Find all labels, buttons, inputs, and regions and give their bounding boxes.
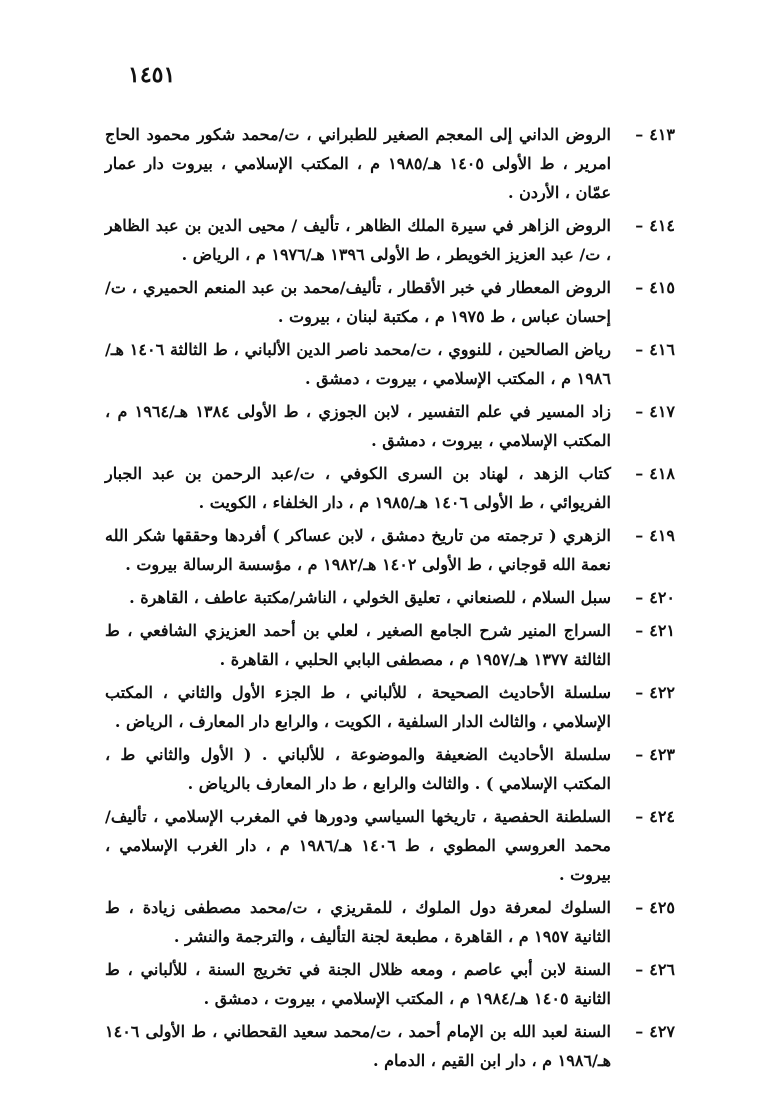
- bibliography-entry: [105, 893, 675, 951]
- entry-number: [611, 521, 675, 550]
- entry-number-value: ٤٢٦: [649, 960, 675, 979]
- entry-number: [611, 893, 675, 922]
- entry-number: [611, 740, 675, 769]
- entry-number-value: ٤١٦: [649, 340, 675, 359]
- entry-dash: –: [635, 588, 644, 607]
- entry-dash: –: [635, 340, 644, 359]
- entry-dash: –: [635, 898, 644, 917]
- entry-text: رياض الصالحين ، للنووي ، ت/محمد ناصر الدين الألباني ، ط الثالثة ١٤٠٦ هـ/ ١٩٨٦ م ، المكتب الإسلامي ، بيروت ، دمشق .: [105, 340, 611, 388]
- entry-number: [611, 616, 675, 645]
- entry-number-value: ٤١٥: [649, 278, 675, 297]
- entry-number-value: ٤٢٥: [649, 898, 675, 917]
- entry-text: الروض الزاهر في سيرة الملك الظاهر ، تأليف / محيى الدين بن عبد الظاهر ، ت/ عبد العزيز الخويطر ، ط الأولى ١٣٩٦ هـ/١٩٧٦ م ، الرياض .: [105, 216, 611, 264]
- entry-text: سبل السلام ، للصنعاني ، تعليق الخولي ، الناشر/مكتبة عاطف ، القاهرة .: [129, 588, 611, 607]
- entry-number: [611, 459, 675, 488]
- entry-dash: –: [635, 807, 644, 826]
- entry-number: [611, 397, 675, 426]
- bibliography-entry: [105, 1017, 675, 1075]
- entry-text: الروض المعطار في خبر الأقطار ، تأليف/محمد بن عبد المنعم الحميري ، ت/إحسان عباس ، ط ١٩٧٥ م ، مكتبة لبنان ، بيروت .: [105, 278, 611, 326]
- bibliography-entry: [105, 397, 675, 455]
- entry-text: السلطنة الحفصية ، تاريخها السياسي ودورها في المغرب الإسلامي ، تأليف/محمد العروسي المطوي ، ط ١٤٠٦ هـ/١٩٨٦ م ، دار الغرب الإسلامي ، بيروت .: [105, 807, 611, 884]
- entry-number-value: ٤١٨: [649, 464, 675, 483]
- bibliography-entry: [105, 583, 675, 612]
- bibliography-entry: [105, 273, 675, 331]
- bibliography-entry: [105, 740, 675, 798]
- entry-text: الزهري ( ترجمته من تاريخ دمشق ، لابن عساكر ) أفردها وحققها شكر الله نعمة الله قوجاني ، ط الأولى ١٤٠٢ هـ/١٩٨٢ م ، مؤسسة الرسالة بيروت .: [105, 526, 611, 574]
- entry-number: [611, 583, 675, 612]
- entry-number: [611, 273, 675, 302]
- entry-number-value: ٤١٩: [649, 526, 675, 545]
- entry-number-value: ٤١٧: [649, 402, 675, 421]
- bibliography-entry: [105, 459, 675, 517]
- bibliography-entry: [105, 211, 675, 269]
- entry-number: [611, 802, 675, 831]
- entry-number: [611, 211, 675, 240]
- entry-number-value: ٤٢١: [649, 621, 675, 640]
- entry-number: [611, 335, 675, 364]
- entry-text: الروض الداني إلى المعجم الصغير للطبراني ، ت/محمد شكور محمود الحاج امرير ، ط الأولى ١٤٠٥ هـ/١٩٨٥ م ، المكتب الإسلامي ، بيروت دار عمار عمّان ، الأردن .: [105, 125, 612, 202]
- entry-dash: –: [635, 278, 644, 297]
- entry-number-value: ٤١٣: [649, 125, 675, 144]
- entry-text: السنة لعبد الله بن الإمام أحمد ، ت/محمد سعيد القحطاني ، ط الأولى ١٤٠٦ هـ/١٩٨٦ م ، دار ابن القيم ، الدمام .: [105, 1022, 611, 1070]
- bibliography-entry: [105, 616, 675, 674]
- entry-number-value: ٤٢٢: [649, 683, 675, 702]
- entry-dash: –: [635, 216, 644, 235]
- entry-number-value: ٤٢٣: [649, 745, 675, 764]
- entry-text: سلسلة الأحاديث الضعيفة والموضوعة ، للألباني . ( الأول والثاني ط ، المكتب الإسلامي ) . والثالث والرابع ، ط دار المعارف بالرياض .: [105, 745, 611, 793]
- bibliography-entry: [105, 802, 675, 889]
- entry-number: [611, 1017, 675, 1046]
- bibliography-entry: [105, 955, 675, 1013]
- entry-text: السنة لابن أبي عاصم ، ومعه ظلال الجنة في تخريج السنة ، للألباني ، ط الثانية ١٤٠٥ هـ/١٩٨٤ م ، المكتب الإسلامي ، بيروت ، دمشق .: [105, 960, 611, 1008]
- entry-number-value: ٤٢٠: [649, 588, 675, 607]
- entry-dash: –: [635, 745, 644, 764]
- bibliography-entry: [105, 120, 675, 207]
- bibliography-entry: [105, 678, 675, 736]
- entry-dash: –: [635, 960, 644, 979]
- entry-number: [611, 678, 675, 707]
- entry-text: السلوك لمعرفة دول الملوك ، للمقريزي ، ت/محمد مصطفى زيادة ، ط الثانية ١٩٥٧ م ، القاهرة ، مطبعة لجنة التأليف ، والترجمة والنشر .: [105, 898, 611, 946]
- entry-dash: –: [635, 402, 644, 421]
- entry-number: [611, 120, 675, 149]
- entry-text: السراج المنير شرح الجامع الصغير ، لعلي بن أحمد العزيزي الشافعي ، ط الثالثة ١٣٧٧ هـ/١٩٥٧ م ، مصطفى البابي الحلبي ، القاهرة .: [105, 621, 611, 669]
- bibliography-list: [105, 120, 675, 1079]
- entry-text: كتاب الزهد ، لهناد بن السرى الكوفي ، ت/عبد الرحمن بن عبد الجبار الفريوائي ، ط الأولى ١٤٠٦ هـ/١٩٨٥ م ، دار الخلفاء ، الكويت .: [105, 464, 611, 512]
- entry-dash: –: [635, 125, 644, 144]
- entry-number-value: ٤١٤: [649, 216, 675, 235]
- bibliography-entry: [105, 521, 675, 579]
- entry-number-value: ٤٢٤: [649, 807, 675, 826]
- entry-dash: –: [635, 464, 644, 483]
- entry-number-value: ٤٢٧: [649, 1022, 675, 1041]
- entry-text: سلسلة الأحاديث الصحيحة ، للألباني ، ط الجزء الأول والثاني ، المكتب الإسلامي ، والثالث الدار السلفية ، الكويت ، والرابع دار المعارف ، الرياض .: [105, 683, 611, 731]
- entry-text: زاد المسير في علم التفسير ، لابن الجوزي ، ط الأولى ١٣٨٤ هـ/١٩٦٤ م ، المكتب الإسلامي ، بيروت ، دمشق .: [105, 402, 611, 450]
- entry-dash: –: [635, 526, 644, 545]
- page-number: ١٤٥١: [128, 62, 176, 88]
- entry-dash: –: [635, 683, 644, 702]
- bibliography-entry: [105, 335, 675, 393]
- entry-dash: –: [635, 621, 644, 640]
- entry-number: [611, 955, 675, 984]
- entry-dash: –: [635, 1022, 644, 1041]
